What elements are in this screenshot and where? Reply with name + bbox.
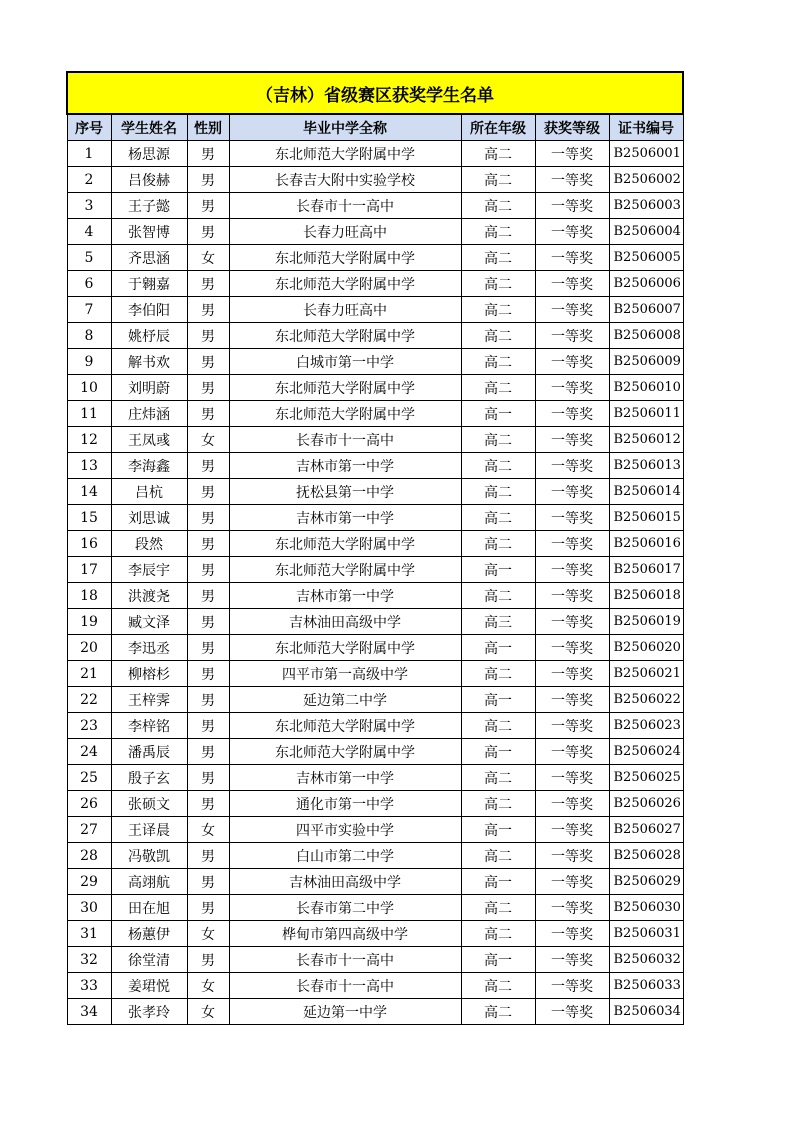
cell-certificate-no: B2506006 bbox=[609, 271, 683, 297]
cell-school: 长春市十一高中 bbox=[229, 427, 461, 453]
table-row bbox=[67, 323, 683, 349]
header-certificate: 证书编号 bbox=[609, 114, 683, 141]
cell-certificate-no: B2506028 bbox=[609, 843, 683, 869]
header-award: 获奖等级 bbox=[535, 114, 609, 141]
cell-gender: 男 bbox=[187, 583, 229, 609]
cell-certificate-no: B2506033 bbox=[609, 973, 683, 999]
cell-award-level: 一等奖 bbox=[535, 817, 609, 843]
cell-student-name: 于翱嘉 bbox=[111, 271, 187, 297]
cell-index: 19 bbox=[67, 609, 111, 635]
cell-grade: 高二 bbox=[461, 479, 535, 505]
cell-school: 吉林油田高级中学 bbox=[229, 609, 461, 635]
cell-grade: 高三 bbox=[461, 609, 535, 635]
table-row bbox=[67, 635, 683, 661]
cell-school: 东北师范大学附属中学 bbox=[229, 739, 461, 765]
table-row bbox=[67, 895, 683, 921]
cell-school: 东北师范大学附属中学 bbox=[229, 375, 461, 401]
cell-certificate-no: B2506002 bbox=[609, 167, 683, 193]
cell-gender: 男 bbox=[187, 609, 229, 635]
cell-award-level: 一等奖 bbox=[535, 609, 609, 635]
cell-certificate-no: B2506004 bbox=[609, 219, 683, 245]
cell-grade: 高二 bbox=[461, 427, 535, 453]
cell-gender: 男 bbox=[187, 271, 229, 297]
cell-school: 抚松县第一中学 bbox=[229, 479, 461, 505]
cell-certificate-no: B2506015 bbox=[609, 505, 683, 531]
cell-certificate-no: B2506030 bbox=[609, 895, 683, 921]
cell-certificate-no: B2506008 bbox=[609, 323, 683, 349]
cell-index: 1 bbox=[67, 141, 111, 167]
table-row bbox=[67, 739, 683, 765]
cell-gender: 男 bbox=[187, 765, 229, 791]
table-row bbox=[67, 245, 683, 271]
cell-index: 6 bbox=[67, 271, 111, 297]
cell-student-name: 张孝玲 bbox=[111, 999, 187, 1025]
cell-school: 东北师范大学附属中学 bbox=[229, 323, 461, 349]
cell-certificate-no: B2506013 bbox=[609, 453, 683, 479]
cell-gender: 男 bbox=[187, 791, 229, 817]
cell-gender: 男 bbox=[187, 635, 229, 661]
cell-grade: 高二 bbox=[461, 375, 535, 401]
cell-index: 10 bbox=[67, 375, 111, 401]
cell-grade: 高二 bbox=[461, 323, 535, 349]
cell-index: 9 bbox=[67, 349, 111, 375]
cell-gender: 男 bbox=[187, 375, 229, 401]
table-row bbox=[67, 791, 683, 817]
cell-grade: 高二 bbox=[461, 505, 535, 531]
cell-certificate-no: B2506026 bbox=[609, 791, 683, 817]
cell-student-name: 柳榕杉 bbox=[111, 661, 187, 687]
cell-student-name: 王梓霁 bbox=[111, 687, 187, 713]
cell-index: 28 bbox=[67, 843, 111, 869]
header-school: 毕业中学全称 bbox=[229, 114, 461, 141]
cell-award-level: 一等奖 bbox=[535, 349, 609, 375]
cell-grade: 高二 bbox=[461, 661, 535, 687]
cell-school: 吉林市第一中学 bbox=[229, 453, 461, 479]
cell-grade: 高一 bbox=[461, 635, 535, 661]
cell-certificate-no: B2506023 bbox=[609, 713, 683, 739]
cell-school: 四平市第一高级中学 bbox=[229, 661, 461, 687]
table-row bbox=[67, 557, 683, 583]
cell-gender: 男 bbox=[187, 479, 229, 505]
cell-school: 长春市十一高中 bbox=[229, 947, 461, 973]
cell-award-level: 一等奖 bbox=[535, 271, 609, 297]
cell-student-name: 李迅丞 bbox=[111, 635, 187, 661]
cell-certificate-no: B2506012 bbox=[609, 427, 683, 453]
cell-certificate-no: B2506024 bbox=[609, 739, 683, 765]
table-row bbox=[67, 193, 683, 219]
cell-school: 桦甸市第四高级中学 bbox=[229, 921, 461, 947]
cell-grade: 高二 bbox=[461, 713, 535, 739]
cell-grade: 高二 bbox=[461, 921, 535, 947]
cell-certificate-no: B2506034 bbox=[609, 999, 683, 1025]
cell-gender: 男 bbox=[187, 739, 229, 765]
table-row bbox=[67, 401, 683, 427]
cell-grade: 高二 bbox=[461, 791, 535, 817]
table-row bbox=[67, 999, 683, 1025]
cell-gender: 男 bbox=[187, 219, 229, 245]
cell-student-name: 洪渡尧 bbox=[111, 583, 187, 609]
cell-award-level: 一等奖 bbox=[535, 739, 609, 765]
cell-gender: 女 bbox=[187, 999, 229, 1025]
cell-award-level: 一等奖 bbox=[535, 999, 609, 1025]
cell-index: 20 bbox=[67, 635, 111, 661]
cell-grade: 高一 bbox=[461, 687, 535, 713]
cell-grade: 高二 bbox=[461, 973, 535, 999]
cell-award-level: 一等奖 bbox=[535, 479, 609, 505]
cell-school: 东北师范大学附属中学 bbox=[229, 245, 461, 271]
cell-school: 东北师范大学附属中学 bbox=[229, 271, 461, 297]
table-row bbox=[67, 921, 683, 947]
cell-student-name: 吕杭 bbox=[111, 479, 187, 505]
cell-award-level: 一等奖 bbox=[535, 791, 609, 817]
table-row bbox=[67, 687, 683, 713]
cell-award-level: 一等奖 bbox=[535, 193, 609, 219]
cell-certificate-no: B2506022 bbox=[609, 687, 683, 713]
cell-index: 13 bbox=[67, 453, 111, 479]
cell-index: 8 bbox=[67, 323, 111, 349]
cell-award-level: 一等奖 bbox=[535, 219, 609, 245]
cell-student-name: 段然 bbox=[111, 531, 187, 557]
cell-grade: 高二 bbox=[461, 453, 535, 479]
table-row bbox=[67, 219, 683, 245]
cell-gender: 男 bbox=[187, 869, 229, 895]
cell-school: 通化市第一中学 bbox=[229, 791, 461, 817]
cell-award-level: 一等奖 bbox=[535, 453, 609, 479]
cell-gender: 男 bbox=[187, 193, 229, 219]
cell-index: 22 bbox=[67, 687, 111, 713]
cell-index: 21 bbox=[67, 661, 111, 687]
cell-grade: 高一 bbox=[461, 947, 535, 973]
cell-award-level: 一等奖 bbox=[535, 895, 609, 921]
cell-index: 15 bbox=[67, 505, 111, 531]
cell-certificate-no: B2506003 bbox=[609, 193, 683, 219]
cell-index: 32 bbox=[67, 947, 111, 973]
cell-certificate-no: B2506019 bbox=[609, 609, 683, 635]
cell-index: 7 bbox=[67, 297, 111, 323]
cell-grade: 高二 bbox=[461, 297, 535, 323]
cell-gender: 男 bbox=[187, 947, 229, 973]
cell-certificate-no: B2506005 bbox=[609, 245, 683, 271]
table-row bbox=[67, 167, 683, 193]
header-name: 学生姓名 bbox=[111, 114, 187, 141]
cell-school: 东北师范大学附属中学 bbox=[229, 557, 461, 583]
cell-award-level: 一等奖 bbox=[535, 973, 609, 999]
cell-grade: 高二 bbox=[461, 349, 535, 375]
cell-index: 17 bbox=[67, 557, 111, 583]
cell-index: 5 bbox=[67, 245, 111, 271]
cell-award-level: 一等奖 bbox=[535, 947, 609, 973]
cell-student-name: 张硕文 bbox=[111, 791, 187, 817]
cell-student-name: 徐堂清 bbox=[111, 947, 187, 973]
cell-student-name: 王子懿 bbox=[111, 193, 187, 219]
table-row bbox=[67, 297, 683, 323]
cell-student-name: 庄炜涵 bbox=[111, 401, 187, 427]
cell-grade: 高二 bbox=[461, 843, 535, 869]
table-row bbox=[67, 661, 683, 687]
cell-school: 东北师范大学附属中学 bbox=[229, 141, 461, 167]
cell-award-level: 一等奖 bbox=[535, 297, 609, 323]
cell-award-level: 一等奖 bbox=[535, 635, 609, 661]
cell-grade: 高一 bbox=[461, 869, 535, 895]
cell-certificate-no: B2506010 bbox=[609, 375, 683, 401]
cell-gender: 男 bbox=[187, 453, 229, 479]
table-row bbox=[67, 531, 683, 557]
cell-grade: 高二 bbox=[461, 193, 535, 219]
cell-certificate-no: B2506001 bbox=[609, 141, 683, 167]
cell-index: 14 bbox=[67, 479, 111, 505]
table-row bbox=[67, 505, 683, 531]
cell-student-name: 王凤彧 bbox=[111, 427, 187, 453]
cell-school: 东北师范大学附属中学 bbox=[229, 713, 461, 739]
table-row bbox=[67, 973, 683, 999]
cell-student-name: 刘明蔚 bbox=[111, 375, 187, 401]
cell-index: 11 bbox=[67, 401, 111, 427]
cell-school: 延边第一中学 bbox=[229, 999, 461, 1025]
cell-award-level: 一等奖 bbox=[535, 323, 609, 349]
cell-index: 30 bbox=[67, 895, 111, 921]
cell-student-name: 殷子玄 bbox=[111, 765, 187, 791]
cell-gender: 男 bbox=[187, 661, 229, 687]
cell-award-level: 一等奖 bbox=[535, 401, 609, 427]
cell-index: 23 bbox=[67, 713, 111, 739]
cell-award-level: 一等奖 bbox=[535, 375, 609, 401]
cell-certificate-no: B2506031 bbox=[609, 921, 683, 947]
cell-grade: 高二 bbox=[461, 167, 535, 193]
cell-award-level: 一等奖 bbox=[535, 713, 609, 739]
cell-award-level: 一等奖 bbox=[535, 531, 609, 557]
table-row bbox=[67, 765, 683, 791]
cell-school: 吉林市第一中学 bbox=[229, 583, 461, 609]
cell-grade: 高二 bbox=[461, 895, 535, 921]
cell-gender: 男 bbox=[187, 297, 229, 323]
cell-award-level: 一等奖 bbox=[535, 167, 609, 193]
cell-certificate-no: B2506027 bbox=[609, 817, 683, 843]
cell-grade: 高二 bbox=[461, 583, 535, 609]
table-row bbox=[67, 583, 683, 609]
cell-school: 长春力旺高中 bbox=[229, 297, 461, 323]
header-gender: 性别 bbox=[187, 114, 229, 141]
cell-gender: 女 bbox=[187, 245, 229, 271]
table-row bbox=[67, 609, 683, 635]
cell-grade: 高一 bbox=[461, 401, 535, 427]
cell-school: 长春市第二中学 bbox=[229, 895, 461, 921]
cell-award-level: 一等奖 bbox=[535, 843, 609, 869]
cell-certificate-no: B2506020 bbox=[609, 635, 683, 661]
header-row bbox=[67, 114, 683, 141]
cell-grade: 高二 bbox=[461, 245, 535, 271]
cell-student-name: 高翊航 bbox=[111, 869, 187, 895]
cell-award-level: 一等奖 bbox=[535, 765, 609, 791]
cell-award-level: 一等奖 bbox=[535, 661, 609, 687]
cell-index: 16 bbox=[67, 531, 111, 557]
cell-student-name: 解书欢 bbox=[111, 349, 187, 375]
table-row bbox=[67, 869, 683, 895]
cell-index: 33 bbox=[67, 973, 111, 999]
cell-gender: 男 bbox=[187, 505, 229, 531]
cell-school: 长春市十一高中 bbox=[229, 193, 461, 219]
cell-gender: 男 bbox=[187, 843, 229, 869]
cell-school: 吉林市第一中学 bbox=[229, 505, 461, 531]
cell-certificate-no: B2506007 bbox=[609, 297, 683, 323]
cell-certificate-no: B2506025 bbox=[609, 765, 683, 791]
table-row bbox=[67, 271, 683, 297]
table-body bbox=[67, 141, 683, 1025]
cell-gender: 女 bbox=[187, 817, 229, 843]
cell-grade: 高二 bbox=[461, 999, 535, 1025]
cell-student-name: 姚杼辰 bbox=[111, 323, 187, 349]
table-row bbox=[67, 817, 683, 843]
cell-school: 东北师范大学附属中学 bbox=[229, 531, 461, 557]
cell-grade: 高二 bbox=[461, 531, 535, 557]
header-index: 序号 bbox=[67, 114, 111, 141]
table-row bbox=[67, 349, 683, 375]
table-row bbox=[67, 843, 683, 869]
cell-student-name: 潘禹辰 bbox=[111, 739, 187, 765]
cell-student-name: 张智博 bbox=[111, 219, 187, 245]
cell-student-name: 冯敬凯 bbox=[111, 843, 187, 869]
cell-school: 吉林市第一中学 bbox=[229, 765, 461, 791]
table-row bbox=[67, 713, 683, 739]
cell-certificate-no: B2506021 bbox=[609, 661, 683, 687]
cell-school: 东北师范大学附属中学 bbox=[229, 401, 461, 427]
cell-gender: 男 bbox=[187, 349, 229, 375]
cell-index: 26 bbox=[67, 791, 111, 817]
cell-student-name: 杨思源 bbox=[111, 141, 187, 167]
cell-student-name: 李梓铭 bbox=[111, 713, 187, 739]
cell-student-name: 杨蕙伊 bbox=[111, 921, 187, 947]
cell-student-name: 李伯阳 bbox=[111, 297, 187, 323]
table-title: （吉林）省级赛区获奖学生名单 bbox=[67, 72, 683, 114]
cell-award-level: 一等奖 bbox=[535, 505, 609, 531]
cell-award-level: 一等奖 bbox=[535, 427, 609, 453]
table-row bbox=[67, 453, 683, 479]
cell-award-level: 一等奖 bbox=[535, 245, 609, 271]
cell-certificate-no: B2506018 bbox=[609, 583, 683, 609]
cell-school: 长春市十一高中 bbox=[229, 973, 461, 999]
cell-index: 3 bbox=[67, 193, 111, 219]
cell-index: 18 bbox=[67, 583, 111, 609]
cell-student-name: 齐思涵 bbox=[111, 245, 187, 271]
cell-certificate-no: B2506032 bbox=[609, 947, 683, 973]
cell-grade: 高二 bbox=[461, 219, 535, 245]
award-table bbox=[66, 71, 684, 1025]
cell-certificate-no: B2506009 bbox=[609, 349, 683, 375]
cell-school: 吉林油田高级中学 bbox=[229, 869, 461, 895]
table-row bbox=[67, 427, 683, 453]
cell-index: 12 bbox=[67, 427, 111, 453]
cell-index: 2 bbox=[67, 167, 111, 193]
cell-school: 长春吉大附中实验学校 bbox=[229, 167, 461, 193]
cell-student-name: 刘思诚 bbox=[111, 505, 187, 531]
cell-gender: 男 bbox=[187, 401, 229, 427]
cell-student-name: 姜珺悦 bbox=[111, 973, 187, 999]
cell-student-name: 李海鑫 bbox=[111, 453, 187, 479]
cell-grade: 高二 bbox=[461, 765, 535, 791]
cell-index: 34 bbox=[67, 999, 111, 1025]
cell-school: 白山市第二中学 bbox=[229, 843, 461, 869]
cell-award-level: 一等奖 bbox=[535, 583, 609, 609]
header-grade: 所在年级 bbox=[461, 114, 535, 141]
cell-student-name: 吕俊赫 bbox=[111, 167, 187, 193]
cell-school: 延边第二中学 bbox=[229, 687, 461, 713]
cell-grade: 高一 bbox=[461, 739, 535, 765]
cell-student-name: 臧文泽 bbox=[111, 609, 187, 635]
cell-award-level: 一等奖 bbox=[535, 687, 609, 713]
cell-gender: 男 bbox=[187, 557, 229, 583]
cell-index: 4 bbox=[67, 219, 111, 245]
cell-student-name: 田在旭 bbox=[111, 895, 187, 921]
cell-gender: 女 bbox=[187, 427, 229, 453]
cell-certificate-no: B2506017 bbox=[609, 557, 683, 583]
cell-award-level: 一等奖 bbox=[535, 141, 609, 167]
cell-school: 四平市实验中学 bbox=[229, 817, 461, 843]
cell-award-level: 一等奖 bbox=[535, 557, 609, 583]
cell-gender: 男 bbox=[187, 323, 229, 349]
table-row bbox=[67, 375, 683, 401]
cell-gender: 女 bbox=[187, 973, 229, 999]
cell-award-level: 一等奖 bbox=[535, 921, 609, 947]
cell-student-name: 王译晨 bbox=[111, 817, 187, 843]
cell-index: 24 bbox=[67, 739, 111, 765]
cell-gender: 男 bbox=[187, 713, 229, 739]
cell-certificate-no: B2506029 bbox=[609, 869, 683, 895]
table-row bbox=[67, 947, 683, 973]
cell-grade: 高二 bbox=[461, 271, 535, 297]
table-row bbox=[67, 479, 683, 505]
cell-certificate-no: B2506011 bbox=[609, 401, 683, 427]
cell-gender: 男 bbox=[187, 141, 229, 167]
cell-index: 25 bbox=[67, 765, 111, 791]
cell-gender: 男 bbox=[187, 895, 229, 921]
cell-grade: 高一 bbox=[461, 557, 535, 583]
table-row bbox=[67, 141, 683, 167]
cell-gender: 女 bbox=[187, 921, 229, 947]
cell-index: 31 bbox=[67, 921, 111, 947]
cell-certificate-no: B2506016 bbox=[609, 531, 683, 557]
cell-award-level: 一等奖 bbox=[535, 869, 609, 895]
cell-grade: 高一 bbox=[461, 817, 535, 843]
cell-school: 东北师范大学附属中学 bbox=[229, 635, 461, 661]
cell-gender: 男 bbox=[187, 167, 229, 193]
cell-school: 白城市第一中学 bbox=[229, 349, 461, 375]
cell-certificate-no: B2506014 bbox=[609, 479, 683, 505]
cell-index: 27 bbox=[67, 817, 111, 843]
cell-gender: 男 bbox=[187, 687, 229, 713]
cell-grade: 高二 bbox=[461, 141, 535, 167]
cell-school: 长春力旺高中 bbox=[229, 219, 461, 245]
cell-index: 29 bbox=[67, 869, 111, 895]
cell-gender: 男 bbox=[187, 531, 229, 557]
cell-student-name: 李辰宇 bbox=[111, 557, 187, 583]
